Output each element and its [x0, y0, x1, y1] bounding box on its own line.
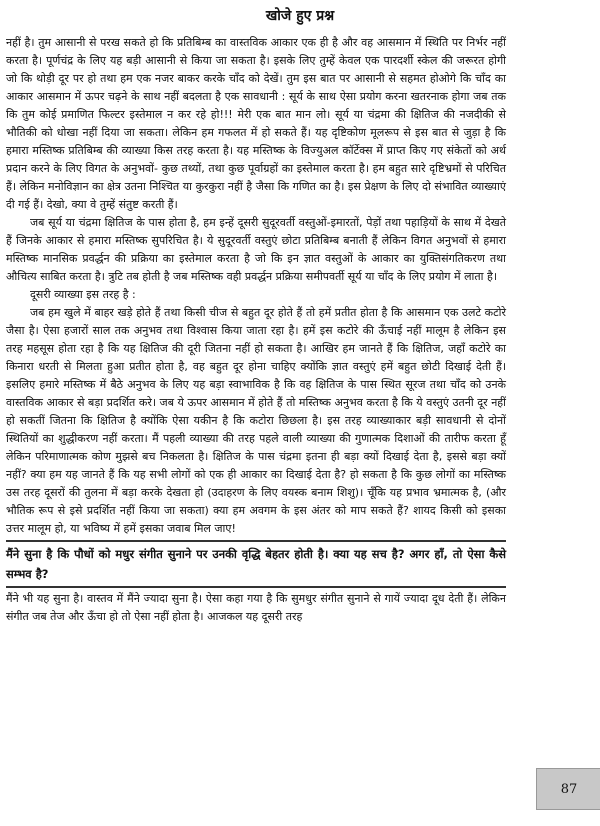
- page-number: 87: [536, 768, 600, 810]
- paragraph: जब सूर्य या चंद्रमा क्षितिज के पास होता है, हम इन्हें दूसरी सुदूरवर्ती वस्तुओं-इमारतों, पेड़ों तथा पहाड़ियों के साथ में देखते हैं जिनके आकार से हमारा मस्तिष्क सुपरिचित है। ये सुदूरवर्ती वस्तुएं छोटा प्रतिबिम्ब बनाती हैं लेकिन विगत अनुभवों से हमारा मस्तिष्क मानसिक प्रवर्द्धन की प्रक्रिया का इस्तेमाल करता है जो कि इन ज्ञात वस्तुओं के आकार का युक्तिसंगतिकरण तथा औचित्य साबित करता है। त्रुटि तब होती है जब मस्तिष्क वही प्रवर्द्धन प्रक्रिया समीपवर्ती सूर्य या चाँद के लिए प्रयोग में लाता है।: [6, 216, 506, 283]
- body-text: [6, 34, 506, 626]
- divider: [6, 586, 506, 588]
- answer: मैंने भी यह सुना है। वास्तव में मैंने ज्यादा सुना है। ऐसा कहा गया है कि सुमधुर संगीत सुनाने से गायें ज्यादा दूध देती हैं। लेकिन संगीत जब तेज और ऊँचा हो तो ऐसा नहीं होता है। आजकल यह दूसरी तरह: [6, 592, 506, 623]
- divider: [6, 540, 506, 542]
- paragraph: दूसरी व्याख्या इस तरह है :: [30, 288, 136, 301]
- question: मैंने सुना है कि पौधों को मधुर संगीत सुनाने पर उनकी वृद्धि बेहतर होती है। क्या यह सच है? अगर हाँ, तो ऐसा कैसे सम्भव है?: [6, 547, 506, 581]
- paragraph: नहीं है। तुम आसानी से परख सकते हो कि प्रतिबिम्ब का वास्तविक आकार एक ही है और वह आसमान में स्थिति पर निर्भर नहीं करता है। पूर्णचंद्र के लिए यह बड़ी आसानी से किया जा सकता है। इसके लिए तुम्हें केवल एक पारदर्शी स्केल की जरूरत होगी जो कि थोड़ी दूर पर हो तथा हम एक नजर बाकर करके चाँद को देखें। तुम इस बात पर आसानी से सहमत होओगे कि चाँद का आकार आसमान में ऊपर चढ़ने के साथ नहीं बदलता है एक सावधानी : सूर्य के साथ ऐसा प्रयोग करना खतरनाक होगा जब तक कि तुम कोई प्रमाणित फिल्टर इस्तेमाल न कर रहे हो!!! मेरी एक बात मान लो। सूर्य या चंद्रमा की क्षितिज की नजदीकी से भौतिकी को धोखा नहीं दिया जा सकता। लेकिन हम गफलत में हो सकते हैं। यह दृष्टिकोण मूलरूप से इस बात से जुड़ा है कि हमारा मस्तिष्क प्रतिबिम्ब की व्याख्या किस तरह करता है। यह मस्तिष्क के विज्युअल कॉर्टेक्स में प्राप्त किए गए संकेतों को अर्थ प्रदान करने के लिए विगत के अनुभवों- कुछ तथ्यों, तथा कुछ पूर्वाग्रहों का इस्तेमाल करता है। हम बहुत सारे दृष्टिभ्रमों से परिचित हैं। लेकिन मनोविज्ञान का क्षेत्र उतना निश्चित या कुरकुरा नहीं है जैसा कि गणित का है। इस प्रेक्षण के लिए दो संभावित व्याख्याएं दी गई हैं। देखो, क्या वे तुम्हें संतुष्ट करती हैं।: [6, 36, 506, 211]
- paragraph: जब हम खुले में बाहर खड़े होते हैं तथा किसी चीज से बहुत दूर होते हैं तो हमें प्रतीत होता है कि आसमान एक उलटे कटोरे जैसा है। ऐसा हजारों साल तक अनुभव तथा विश्वास किया जाता रहा है। हमें इस कटोरे की ऊँचाई नहीं मालूम है लेकिन इस तरह महसूस होता रहा है कि यह क्षितिज की दूरी जितना नहीं हो सकता है। आखिर हम जानते हैं कि क्षितिज, जहाँ कटोरे का किनारा धरती से मिलता हुआ प्रतीत होता है, वह बहुत दूर होना चाहिए क्योंकि ज्ञात वस्तुएं हमें बहुत छोटी दिखाई देती हैं। इसलिए हमारे मस्तिष्क में बैठे अनुभव के लिए यह बड़ा स्वाभाविक है कि वह क्षितिज के पास स्थित सूरज तथा चाँद को उनके वास्तविक आकार से बड़ा प्रदर्शित करे। जब ये ऊपर आसमान में होते हैं तो मस्तिष्क अनुभव करता है कि ये वस्तुएं उतनी दूर नहीं हो सकतीं जितना कि क्षितिज है क्योंकि ऐसा यकीन है कि कटोरा छिछला है। इस तरह व्याख्याकार बड़ी सावधानी से दोनों स्थितियों का शुद्धीकरण नहीं करता। मैं पहली व्याख्या की तरह पहले वाली व्याख्या की गुणात्मक दिशाओं की तारीफ करता हूँ लेकिन परिमाणात्मक कोण मुझसे बच निकलता है। क्षितिज के पास चंद्रमा इतना ही बड़ा क्यों दिखाई देता है, इससे बड़ा क्यों नहीं? क्या हम यह जानते हैं कि यह सभी लोगों को एक ही आकार का दिखाई देता है? हो सकता है कि कुछ लोगों का मस्तिष्क उस तरह दूसरों की तुलना में बड़ा करके देखता हो (उदाहरण के लिए वयस्क बनाम शिशु)। चूँकि यह प्रभाव भ्रमात्मक है, (और भौतिक रूप से इसे प्रदर्शित नहीं किया जा सकता) क्या हम अवगम के इस अंतर को माप सकते हैं? शायद किसी को इसका उत्तर मालूम हो, या भविष्य में हमें इसका जवाब मिल जाए!: [6, 306, 506, 535]
- page-title: खोजे हुए प्रश्न: [265, 8, 335, 24]
